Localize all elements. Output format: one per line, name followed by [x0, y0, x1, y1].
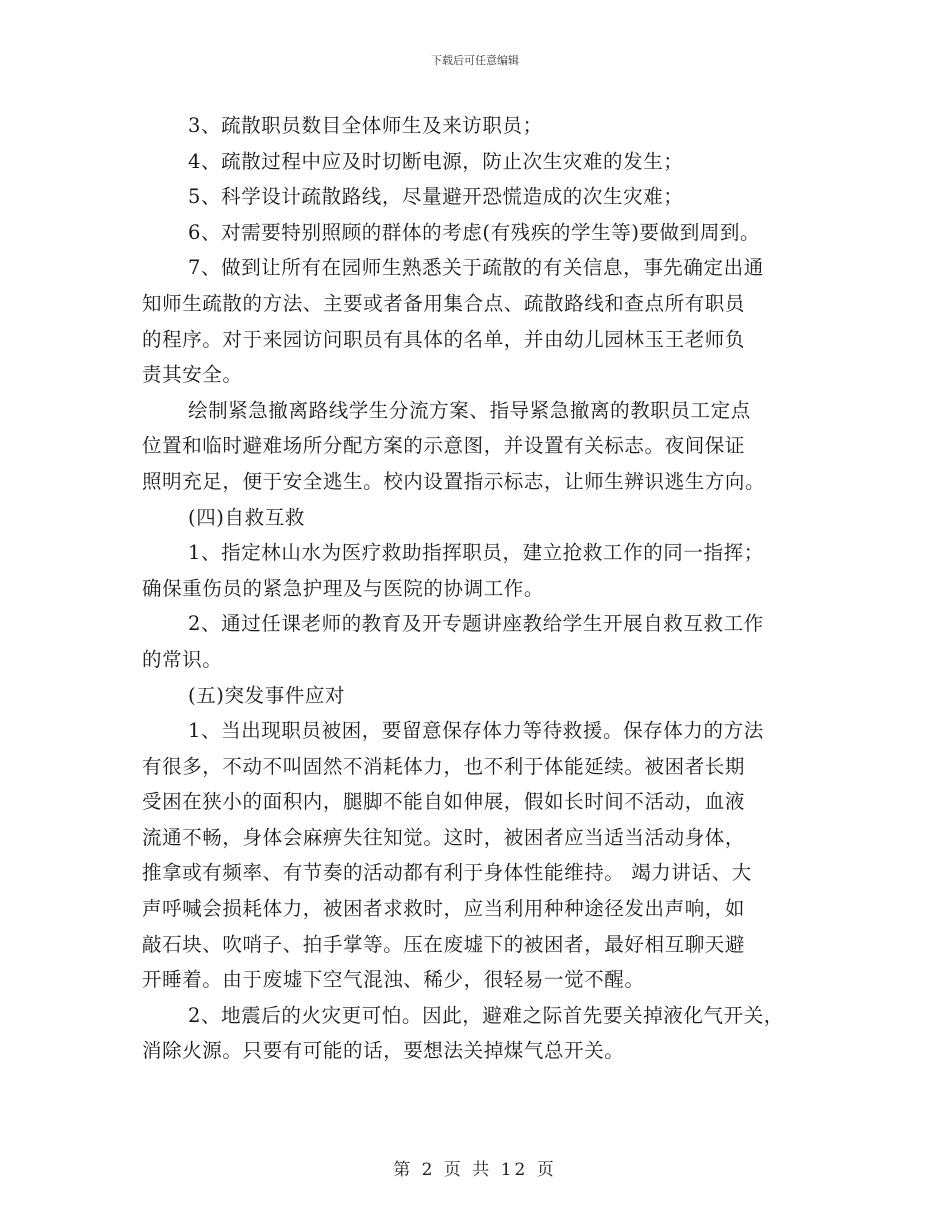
text-line: 1、当出现职员被困，要留意保存体力等待救援。保存体力的方法 — [188, 719, 764, 743]
text-line: 2、地震后的火灾更可怕。因此，避难之际首先要关掉液化气开关， — [188, 1003, 784, 1027]
text-line: 5、科学设计疏散路线，尽量避开恐慌造成的次生灾难； — [188, 185, 684, 209]
text-line: 位置和临时避难场所分配方案的示意图，并设置有关标志。夜间保证 — [142, 434, 746, 458]
text-line: 7、做到让所有在园师生熟悉关于疏散的有关信息，事先确定出通 — [188, 256, 764, 280]
text-line: 消除火源。只要有可能的话，要想法关掉煤气总开关。 — [142, 1039, 625, 1063]
page-number-footer: 第 2 页 共 12 页 — [393, 1160, 557, 1180]
text-line: (五)突发事件应对 — [188, 683, 346, 707]
text-line: 推拿或有频率、有节奏的活动都有利于身体性能维持。 竭力讲话、大 — [142, 861, 752, 885]
text-line: 声呼喊会损耗体力，被困者求救时，应当利用种种途径发出声响，如 — [142, 897, 746, 921]
text-line: 照明充足，便于安全逃生。校内设置指示标志，让师生辨识逃生方向。 — [142, 469, 766, 493]
text-line: 1、指定林山水为医疗救助指挥职员，建立抢救工作的同一指挥； — [188, 541, 764, 565]
text-line: 6、对需要特别照顾的群体的考虑(有残疾的学生等)要做到周到。 — [188, 220, 761, 244]
text-line: 绘制紧急撤离路线学生分流方案、指导紧急撤离的教职员工定点 — [188, 398, 751, 422]
text-line: 受困在狭小的面积内，腿脚不能自如伸展，假如长时间不活动，血液 — [142, 790, 746, 814]
text-line: 确保重伤员的紧急护理及与医院的协调工作。 — [142, 576, 545, 600]
text-line: 2、通过任课老师的教育及开专题讲座教给学生开展自救互救工作 — [188, 612, 764, 636]
text-line: 3、疏散职员数目全体师生及来访职员； — [188, 114, 543, 137]
text-line: 知师生疏散的方法、主要或者备用集合点、疏散路线和查点所有职员 — [142, 291, 746, 315]
text-line: 流通不畅，身体会麻痹失往知觉。这时，被困者应当适当活动身体， — [142, 825, 746, 849]
text-line: (四)自救互救 — [188, 505, 305, 529]
text-line: 开睡着。由于废墟下空气混浊、稀少，很轻易一觉不醒。 — [142, 968, 645, 992]
text-line: 有很多，不动不叫固然不消耗体力，也不利于体能延续。被困者长期 — [142, 754, 746, 778]
document-body — [142, 108, 814, 1069]
text-line: 4、疏散过程中应及时切断电源，防止次生灾难的发生； — [188, 149, 684, 173]
text-line: 的常识。 — [142, 647, 223, 671]
text-line: 的程序。对于来园访问职员有具体的名单，并由幼儿园林玉王老师负 — [142, 327, 746, 351]
text-line: 责其安全。 — [142, 363, 243, 387]
page-header: 下载后可任意编辑 — [431, 54, 519, 67]
text-line: 敲石块、吹哨子、拍手掌等。压在废墟下的被困者，最好相互聊天避 — [142, 932, 746, 956]
